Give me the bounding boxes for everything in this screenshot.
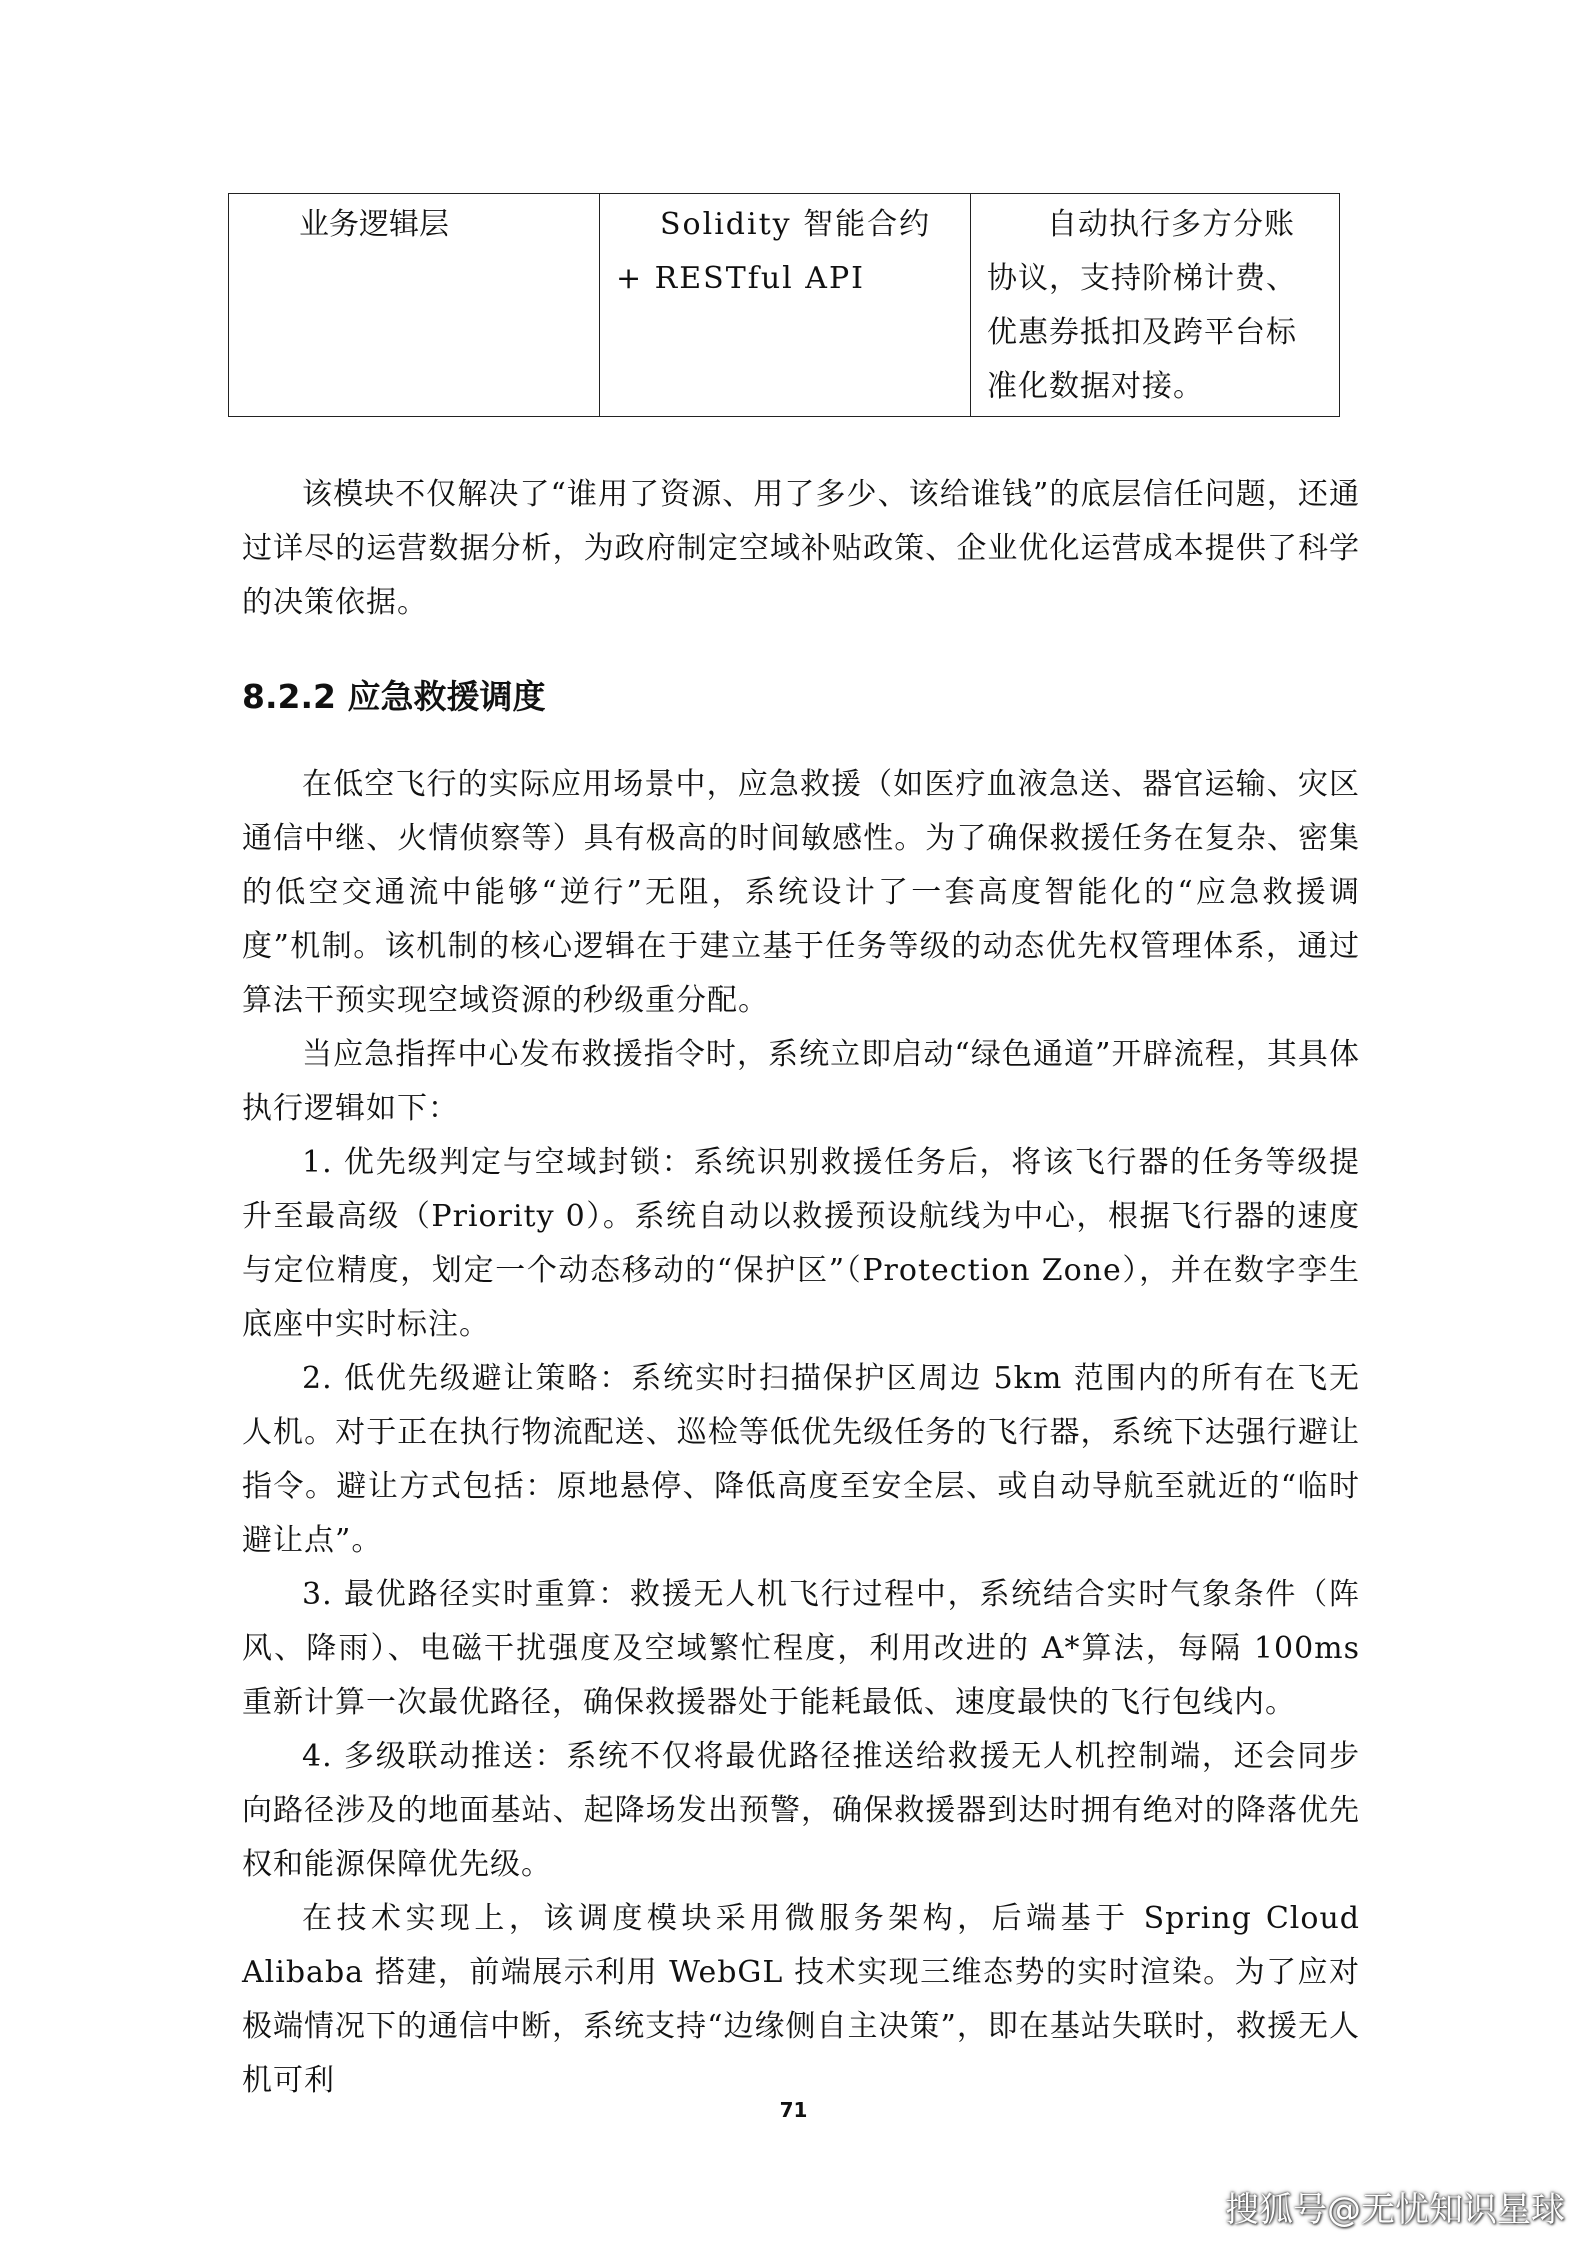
list-item-1: 1. 优先级判定与空域封锁：系统识别救援任务后，将该飞行器的任务等级提升至最高级（Priority 0）。系统自动以救援预设航线为中心，根据飞行器的速度与定位精度，划定一个动态移动的“保护区”（Protection Zone），并在数字孪生底座中实时标注。 <box>242 1145 1360 1342</box>
table-cell-layer <box>229 194 600 417</box>
summary-paragraph-block <box>242 468 1360 630</box>
section-body <box>242 758 1360 2108</box>
table-cell-description <box>971 194 1340 417</box>
summary-paragraph: 该模块不仅解决了“谁用了资源、用了多少、该给谁钱”的底层信任问题，还通过详尽的运营数据分析，为政府制定空域补贴政策、企业优化运营成本提供了科学的决策依据。 <box>242 477 1360 620</box>
section-heading: 8.2.2 应急救援调度 <box>242 677 546 716</box>
list-item-3: 3. 最优路径实时重算：救援无人机飞行过程中，系统结合实时气象条件（阵风、降雨）、电磁干扰强度及空域繁忙程度，利用改进的 A*算法，每隔 100ms 重新计算一次最优路径，确保救援器处于能耗最低、速度最快的飞行包线内。 <box>242 1577 1360 1720</box>
paragraph-lead: 当应急指挥中心发布救援指令时，系统立即启动“绿色通道”开辟流程，其具体执行逻辑如下： <box>242 1037 1360 1126</box>
watermark: 搜狐号@无忧知识星球 <box>1225 2190 1565 2230</box>
table-cell-tech <box>600 194 971 417</box>
paragraph-implementation: 在技术实现上，该调度模块采用微服务架构，后端基于 Spring Cloud Alibaba 搭建，前端展示利用 WebGL 技术实现三维态势的实时渲染。为了应对极端情况下的通信中断，系统支持“边缘侧自主决策”，即在基站失联时，救援无人机可利 <box>242 1901 1360 2098</box>
paragraph-intro: 在低空飞行的实际应用场景中，应急救援（如医疗血液急送、器官运输、灾区通信中继、火情侦察等）具有极高的时间敏感性。为了确保救援任务在复杂、密集的低空交通流中能够“逆行”无阻，系统设计了一套高度智能化的“应急救援调度”机制。该机制的核心逻辑在于建立基于任务等级的动态优先权管理体系，通过算法干预实现空域资源的秒级重分配。 <box>242 767 1360 1018</box>
list-item-4: 4. 多级联动推送：系统不仅将最优路径推送给救援无人机控制端，还会同步向路径涉及的地面基站、起降场发出预警，确保救援器到达时拥有绝对的降落优先权和能源保障优先级。 <box>242 1739 1360 1882</box>
layer-text: 业务逻辑层 <box>299 207 449 242</box>
tech-text: Solidity 智能合约 + RESTful API <box>616 207 932 296</box>
table-row <box>229 194 1340 417</box>
architecture-table <box>228 193 1340 417</box>
description-text: 自动执行多方分账协议，支持阶梯计费、优惠券抵扣及跨平台标准化数据对接。 <box>987 207 1297 404</box>
page-number: 71 <box>779 2098 808 2122</box>
list-item-2: 2. 低优先级避让策略：系统实时扫描保护区周边 5km 范围内的所有在飞无人机。对于正在执行物流配送、巡检等低优先级任务的飞行器，系统下达强行避让指令。避让方式包括：原地悬停、降低高度至安全层、或自动导航至就近的“临时避让点”。 <box>242 1361 1360 1558</box>
